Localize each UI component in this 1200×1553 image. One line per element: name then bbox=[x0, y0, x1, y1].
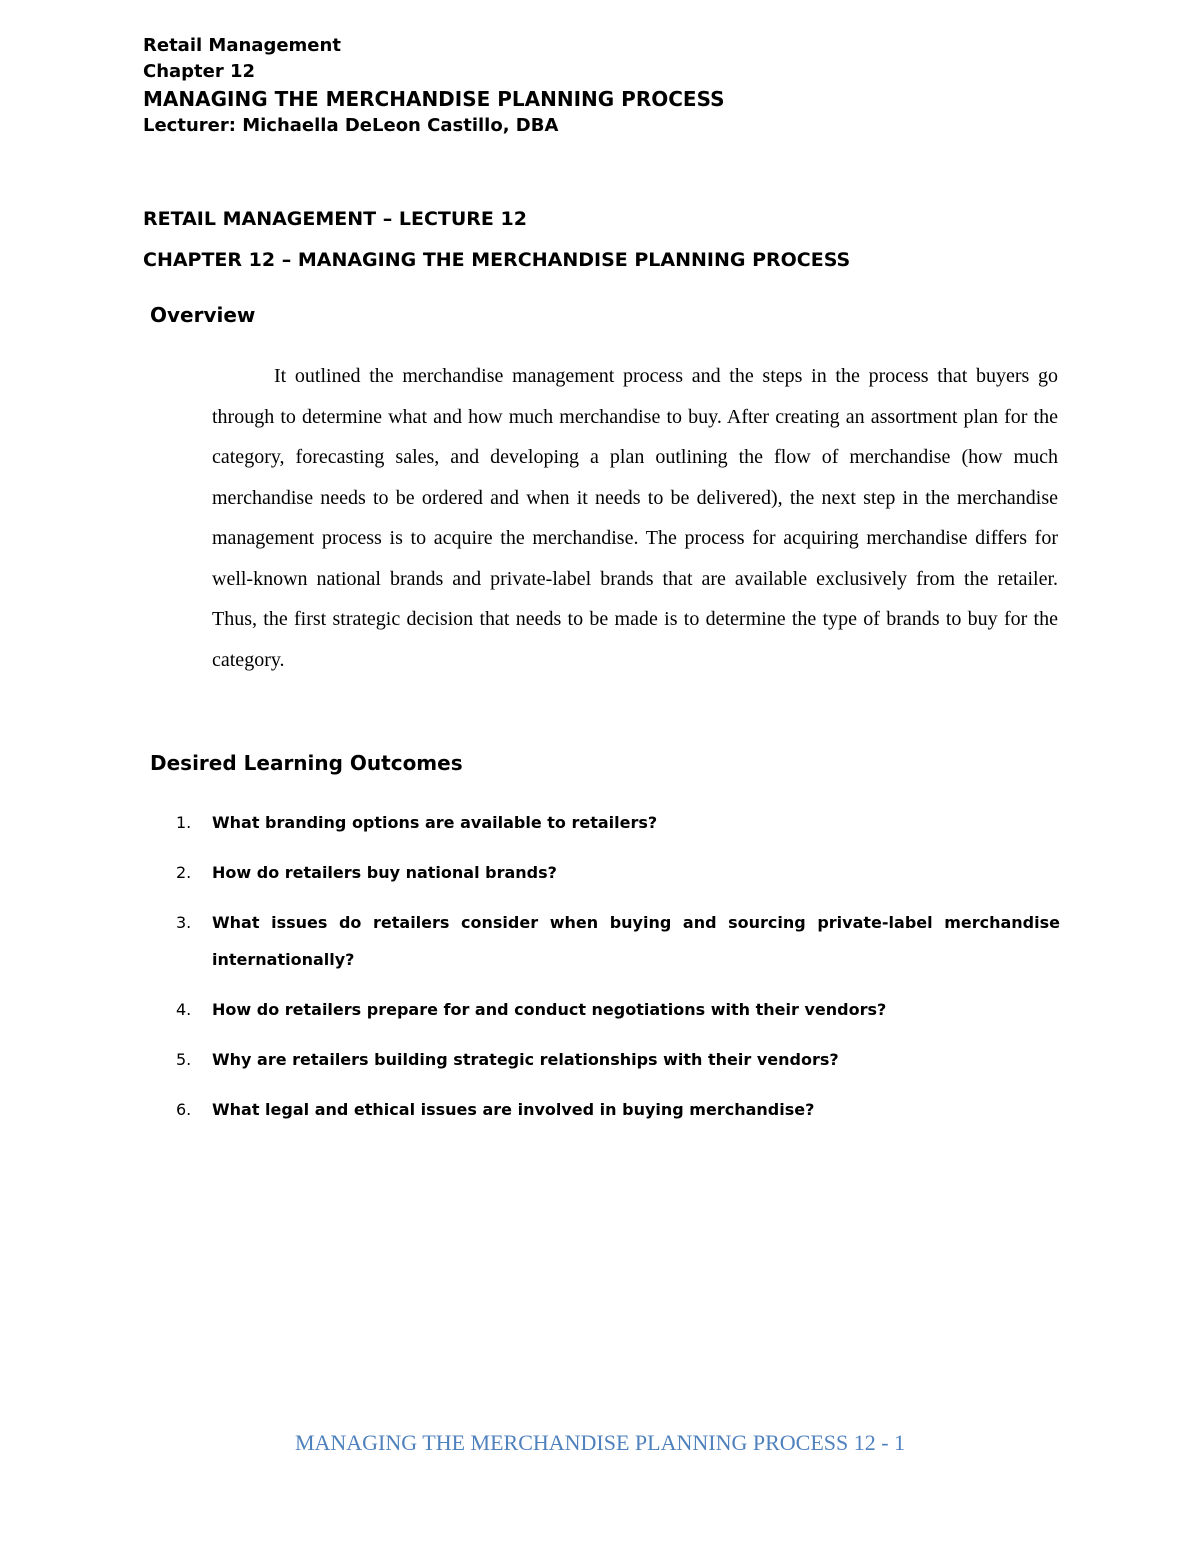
list-item-text: What branding options are available to retailers? bbox=[212, 813, 658, 832]
list-item-number: 3. bbox=[176, 913, 192, 932]
list-item-text: How do retailers prepare for and conduct negotiations with their vendors? bbox=[212, 1000, 887, 1019]
list-item-number: 1. bbox=[176, 813, 192, 832]
header-lecturer: Lecturer: Michaella DeLeon Castillo, DBA bbox=[143, 115, 559, 136]
running-header bbox=[143, 33, 1043, 139]
chapter-heading: CHAPTER 12 – MANAGING THE MERCHANDISE PLANNING PROCESS bbox=[143, 249, 851, 271]
overview-paragraph: It outlined the merchandise management process and the steps in the process that buyers go through to determine what and how much merchandise to buy. After creating an assortment plan for the category, forecasting sales, and developing a plan outlining the flow of merchandise (how much merchandise needs to be ordered and when it needs to be delivered), the next step in the merchandise management process is to acquire the merchandise. The process for acquiring merchandise differs for well-known national brands and private-label brands that are available exclusively from the retailer. Thus, the first strategic decision that needs to be made is to determine the type of brands to buy for the category. bbox=[212, 365, 1058, 671]
list-item bbox=[176, 1091, 1060, 1128]
lecture-title: RETAIL MANAGEMENT – LECTURE 12 bbox=[143, 208, 527, 230]
list-item bbox=[176, 991, 1060, 1028]
list-item-number: 6. bbox=[176, 1100, 192, 1119]
outcomes-list bbox=[176, 804, 1060, 1141]
list-item bbox=[176, 804, 1060, 841]
list-item-text: Why are retailers building strategic relationships with their vendors? bbox=[212, 1050, 839, 1069]
header-chapter: Chapter 12 bbox=[143, 61, 256, 82]
list-item-text: What legal and ethical issues are involved in buying merchandise? bbox=[212, 1100, 815, 1119]
list-item bbox=[176, 854, 1060, 891]
list-item-text: What issues do retailers consider when buying and sourcing private-label merchandise internationally? bbox=[212, 913, 1060, 969]
list-item bbox=[176, 904, 1060, 978]
list-item-number: 5. bbox=[176, 1050, 192, 1069]
list-item-text: How do retailers buy national brands? bbox=[212, 863, 557, 882]
header-course: Retail Management bbox=[143, 35, 341, 56]
running-footer: MANAGING THE MERCHANDISE PLANNING PROCESS 12 - 1 bbox=[294, 1430, 906, 1455]
list-item-number: 4. bbox=[176, 1000, 192, 1019]
overview-heading: Overview bbox=[150, 303, 256, 327]
outcomes-heading: Desired Learning Outcomes bbox=[150, 751, 463, 775]
header-chapter-title: MANAGING THE MERCHANDISE PLANNING PROCESS bbox=[143, 87, 725, 111]
list-item bbox=[176, 1041, 1060, 1078]
list-item-number: 2. bbox=[176, 863, 192, 882]
